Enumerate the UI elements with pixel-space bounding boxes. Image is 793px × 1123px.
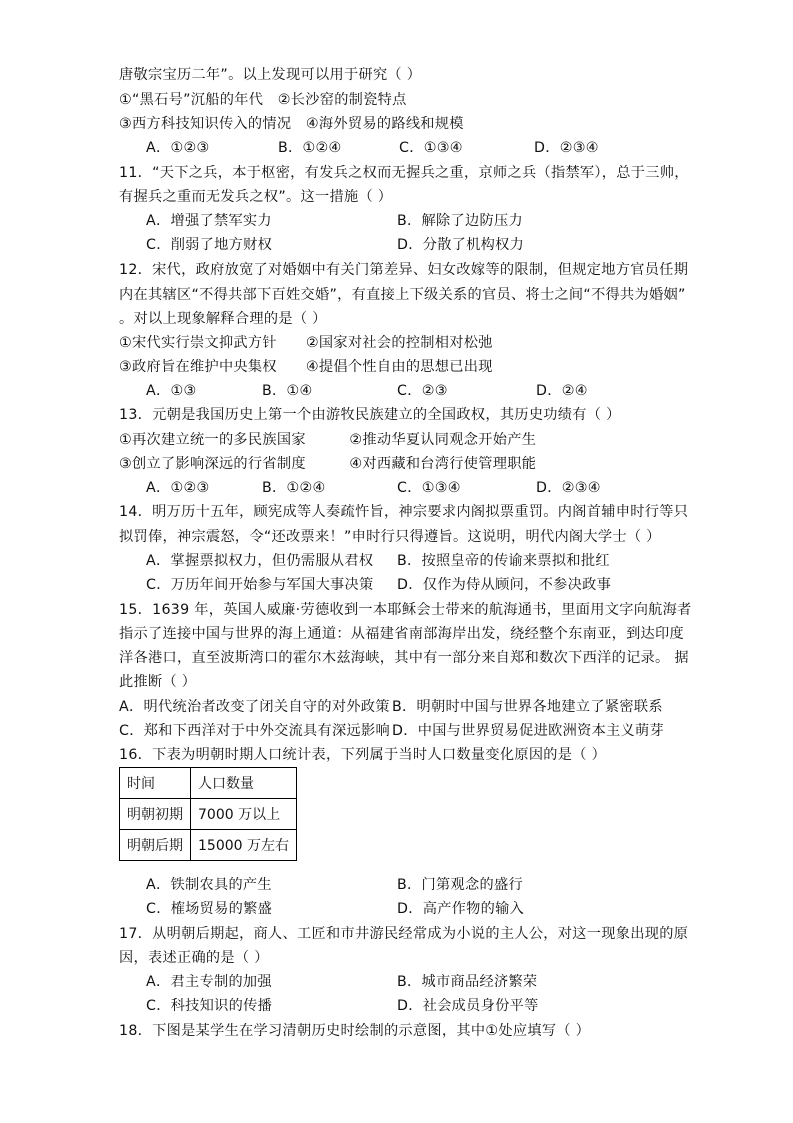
- q17-stem-1: 17．从明朝后期起，商人、工匠和市井游民经常成为小说的主人公，对这一现象出现的原: [119, 926, 689, 942]
- q14-option-c: C．万历年间开始参与军国大事决策: [146, 577, 374, 593]
- q11-option-a: A．增强了禁军实力: [146, 213, 272, 229]
- table-row: [120, 830, 297, 861]
- q16-stem: 16．下表为明朝时期人口统计表，下列属于当时人口数量变化原因的是（ ）: [119, 747, 607, 763]
- q13-statements-2: ③创立了影响深远的行省制度 ④对西藏和台湾行使管理职能: [119, 456, 537, 472]
- q12-statements-2: ③政府旨在维护中央集权 ④提倡个性自由的思想已出现: [119, 359, 493, 375]
- q11-stem-1: 11．“天下之兵，本于枢密，有发兵之权而无握兵之重，京师之兵（指禁军），总于三帅，: [119, 165, 689, 181]
- q15-stem-1: 15．1639 年，英国人威廉·劳德收到一本耶稣会士带来的航海通书，里面用文字向航海者: [119, 602, 692, 618]
- q12-option-b: B．①④: [262, 383, 313, 399]
- q15-option-d: D．中国与世界贸易促进欧洲资本主义萌芽: [392, 723, 665, 739]
- q17-option-a: A．君主专制的加强: [146, 974, 272, 990]
- q12-option-c: C．②③: [397, 383, 448, 399]
- q12-stem-1: 12．宋代，政府放宽了对婚姻中有关门第差异、妇女改嫁等的限制，但规定地方官员任期: [119, 262, 689, 278]
- q15-option-b: B．明朝时中国与世界各地建立了紧密联系: [392, 699, 663, 715]
- q10-option-a: A．①②③: [146, 140, 210, 156]
- q16-option-d: D．高产作物的输入: [397, 901, 525, 917]
- population-table: [119, 767, 297, 861]
- q13-stem: 13．元朝是我国历史上第一个由游牧民族建立的全国政权，其历史功绩有（ ）: [119, 407, 621, 423]
- q15-stem-3: 洋各港口，直至波斯湾口的霍尔木兹海峡，其中有一部分来自郑和数次下西洋的记录。 据: [119, 650, 689, 666]
- q13-option-b: B．①②④: [262, 480, 326, 496]
- q13-option-c: C．①③④: [397, 480, 461, 496]
- q16-option-a: A．铁制农具的产生: [146, 877, 272, 893]
- q10-option-c: C．①③④: [399, 140, 463, 156]
- table-cell: 明朝后期: [120, 830, 191, 861]
- q11-option-c: C．削弱了地方财权: [146, 237, 273, 253]
- table-header-cell: 人口数量: [191, 768, 297, 799]
- table-row: [120, 799, 297, 830]
- q12-stem-3: 。对以上现象解释合理的是（ ）: [119, 311, 327, 327]
- q17-stem-2: 因，表述正确的是（ ）: [119, 950, 269, 966]
- q10-option-d: D．②③④: [534, 140, 599, 156]
- q17-option-c: C．科技知识的传播: [146, 998, 273, 1014]
- q12-option-a: A．①③: [146, 383, 197, 399]
- table-cell: 明朝初期: [120, 799, 191, 830]
- q14-option-a: A．掌握票拟权力，但仍需服从君权: [146, 553, 374, 569]
- q12-stem-2: 内在其辖区“不得共部下百姓交婚”，有直接上下级关系的官员、将士之间“不得共为婚姻”: [119, 287, 686, 303]
- q15-stem-2: 指示了连接中国与世界的海上通道：从福建省南部海岸出发，绕经整个东南亚，到达印度: [119, 626, 685, 642]
- q13-option-a: A．①②③: [146, 480, 210, 496]
- q17-option-d: D．社会成员身份平等: [397, 998, 539, 1014]
- q17-option-b: B．城市商品经济繁荣: [397, 974, 538, 990]
- q10-statements-1: ①“黑石号”沉船的年代 ②长沙窑的制瓷特点: [119, 92, 407, 108]
- q13-option-d: D．②③④: [536, 480, 601, 496]
- q11-option-d: D．分散了机构权力: [397, 237, 525, 253]
- q12-statements-1: ①宋代实行崇文抑武方针 ②国家对社会的控制相对松弛: [119, 335, 493, 351]
- q16-option-c: C．榷场贸易的繁盛: [146, 901, 273, 917]
- q14-stem-1: 14．明万历十五年，顾宪成等人奏疏忤旨，神宗要求内阁拟票重罚。内阁首辅申时行等只: [119, 504, 689, 520]
- q15-option-c: C．郑和下西洋对于中外交流具有深远影响: [119, 723, 390, 739]
- q11-option-b: B．解除了边防压力: [397, 213, 523, 229]
- q12-option-d: D．②④: [536, 383, 588, 399]
- q10-stem-tail: 唐敬宗宝历二年”。以上发现可以用于研究（ ）: [119, 67, 422, 83]
- q16-option-b: B．门第观念的盛行: [397, 877, 523, 893]
- q10-option-b: B．①②④: [278, 140, 342, 156]
- q15-option-a: A．明代统治者改变了闭关自守的对外政策: [119, 699, 390, 715]
- q15-stem-4: 此推断（ ）: [119, 674, 197, 690]
- q10-statements-2: ③西方科技知识传入的情况 ④海外贸易的路线和规模: [119, 116, 464, 132]
- q14-stem-2: 拟罚俸，神宗震怒，令“还改票来！”申时行只得遵旨。这说明，明代内阁大学士（ ）: [119, 529, 661, 545]
- q14-option-b: B．按照皇帝的传谕来票拟和批红: [397, 553, 610, 569]
- q11-stem-2: 有握兵之重而无发兵之权”。这一措施（ ）: [119, 189, 393, 205]
- q13-statements-1: ①再次建立统一的多民族国家 ②推动华夏认同观念开始产生: [119, 432, 537, 448]
- q18-stem: 18．下图是某学生在学习清朝历史时绘制的示意图，其中①处应填写（ ）: [119, 1023, 591, 1039]
- table-header-row: [120, 768, 297, 799]
- q14-option-d: D．仅作为侍从顾问，不参决政事: [397, 577, 612, 593]
- table-cell: 7000 万以上: [191, 799, 297, 830]
- table-header-cell: 时间: [120, 768, 191, 799]
- table-cell: 15000 万左右: [191, 830, 297, 861]
